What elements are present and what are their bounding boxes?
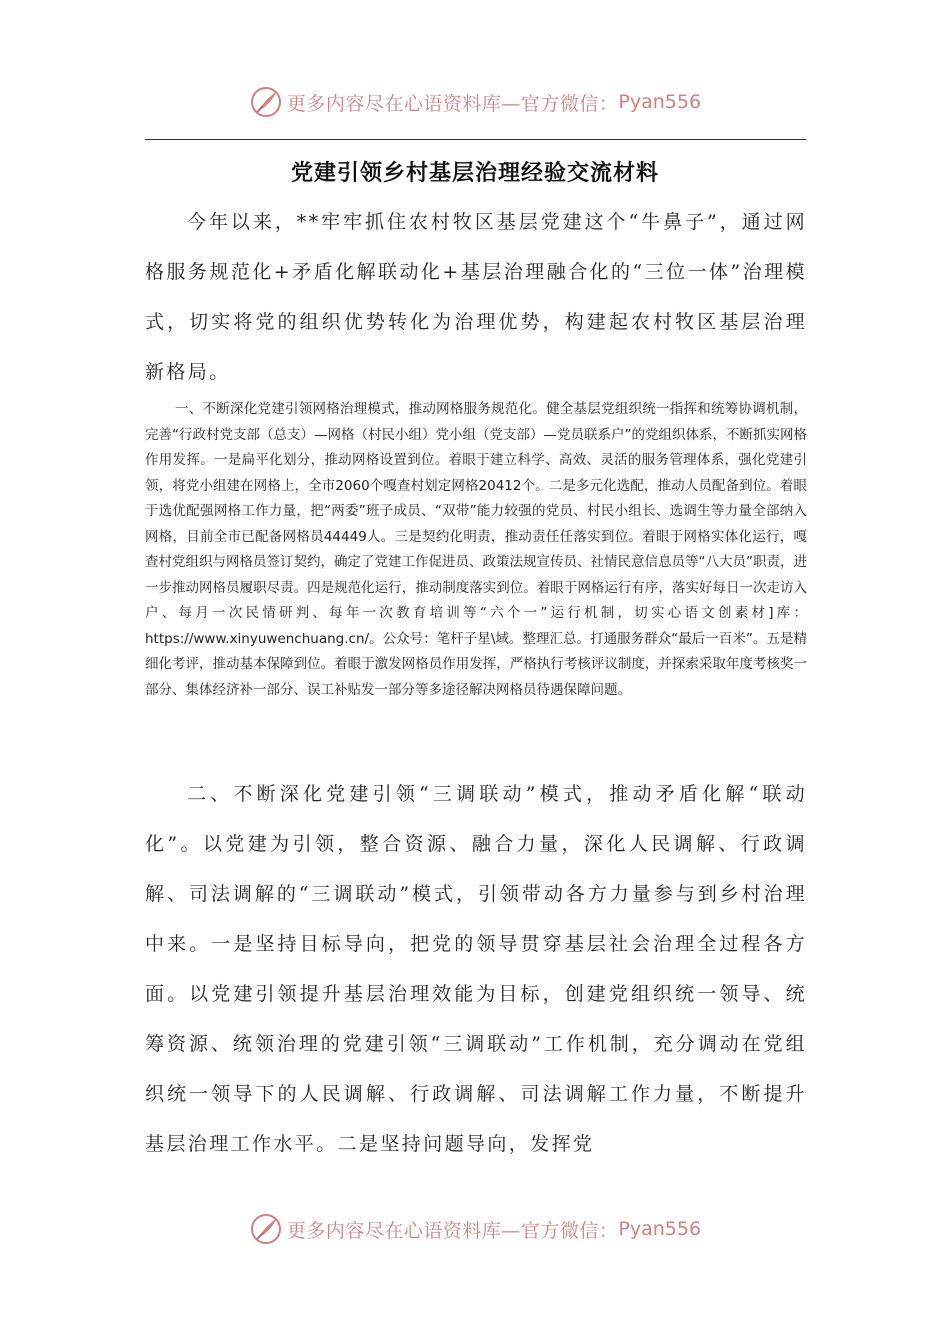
quill-logo-icon [249, 1212, 283, 1246]
header-banner [0, 80, 950, 124]
footer-banner [0, 1207, 950, 1251]
section-1-paragraph: 一、不断深化党建引领网格治理模式，推动网格服务规范化。健全基层党组织统一指挥和统筹协调机制，完善“行政村党支部（总支）—网格（村民小组）党小组（党支部）—党员联系户”的党组织体系，不断抓实网格作用发挥。一是扁平化划分，推动网格设置到位。着眼于建立科学、高效、灵活的服务管理体系，强化党建引领，将党小组建在网格上，全市2060个嘎查村划定网格20412个。二是多元化选配，推动人员配备到位。着眼于选优配强网格工作力量，把“两委”班子成员、“双带”能力较强的党员、村民小组长、选调生等力量全部纳入网格，目前全市已配备网格员44449人。三是契约化明责，推动责任任落实到位。着眼于网格实体化运行，嘎查村党组织与网格员签订契约，确定了党建工作促进员、政策法规宣传员、社情民意信息员等“八大员”职责，进一步推动网格员履职尽责。四是规范化运行，推动制度落实到位。着眼于网格运行有序，落实好每日一次走访入户、每月一次民情研判、每年一次教育培训等“六个一”运行机制，切实心语文创素材]库：https://www.xinyuwenchuang.cn/。公众号：笔杆子星\域。整理汇总。打通服务群众“最后一百米”。五是精细化考评，推动基本保障到位。着眼于激发网格员作用发挥，严格执行考核评议制度，并探索采取年度考核奖一部分、集体经济补一部分、误工补贴发一部分等多途径解决网格员待遇保障问题。 [145, 401, 807, 698]
section-2-paragraph: 二、不断深化党建引领“三调联动”模式，推动矛盾化解“联动化”。以党建为引领，整合资源、融合力量，深化人民调解、行政调解、司法调解的“三调联动”模式，引领带动各方力量参与到乡村治理中来。一是坚持目标导向，把党的领导贯穿基层社会治理全过程各方面。以党建引领提升基层治理效能为目标，创建党组织统一领导、统筹资源、统领治理的党建引领“三调联动”工作机制，充分调动在党组织统一领导下的人民调解、行政调解、司法调解工作力量，不断提升基层治理工作水平。二是坚持问题导向，发挥党 [145, 783, 807, 1155]
document-title: 党建引领乡村基层治理经验交流材料 [290, 160, 659, 186]
banner-wechat-id: Pyan556 [618, 1218, 702, 1240]
banner-text: 更多内容尽在心语资料库—官方微信： [286, 92, 619, 115]
intro-paragraph: 今年以来，**牢牢抓住农村牧区基层党建这个“牛鼻子”，通过网格服务规范化+矛盾化解联动化+基层治理融合化的“三位一体”治理模式，切实将党的组织优势转化为治理优势，构建起农村牧区基层治理新格局。 [145, 211, 807, 383]
banner-wechat-id: Pyan556 [618, 91, 702, 113]
banner-text: 更多内容尽在心语资料库—官方微信： [286, 1219, 619, 1242]
header-divider [145, 139, 806, 140]
quill-logo-icon [249, 85, 283, 119]
